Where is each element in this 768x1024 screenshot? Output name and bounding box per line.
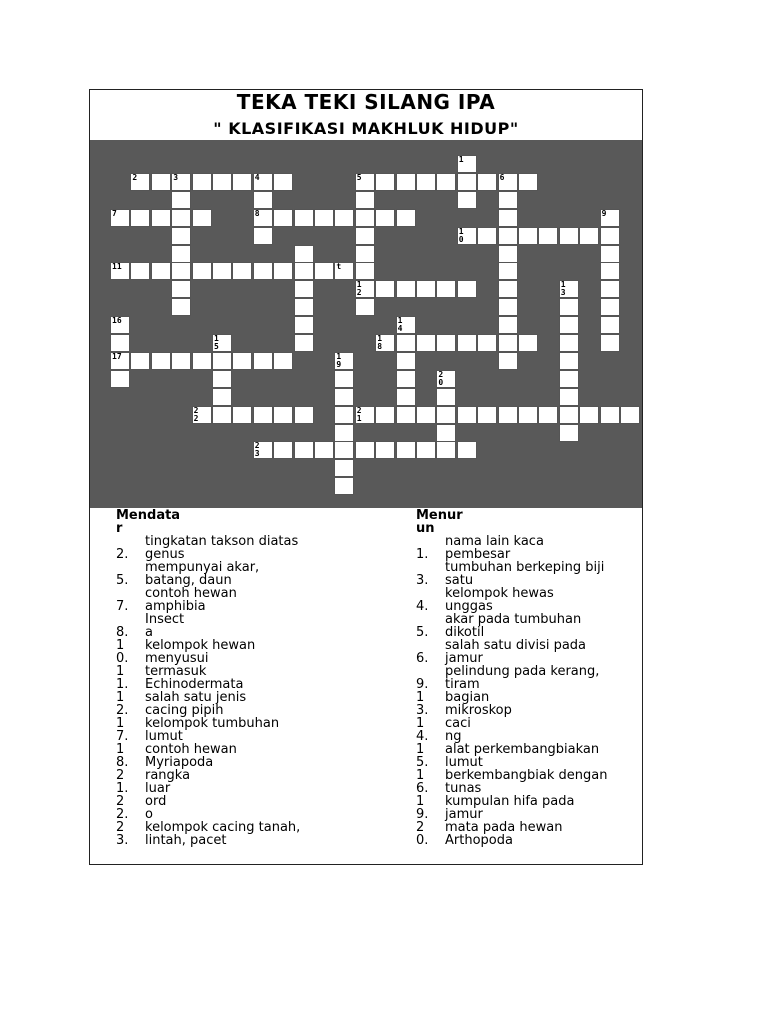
clue-number: t	[336, 262, 342, 272]
crossword-cell[interactable]	[253, 441, 273, 459]
crossword-cell[interactable]	[294, 280, 314, 298]
crossword-cell[interactable]	[232, 406, 252, 424]
crossword-cell[interactable]	[498, 227, 518, 245]
crossword-cell[interactable]	[355, 245, 375, 263]
clue-line-number: 1	[116, 664, 125, 679]
crossword-cell[interactable]	[334, 441, 354, 459]
clue-line-text: rangka	[145, 768, 191, 783]
crossword-cell[interactable]	[232, 262, 252, 280]
clue-line-text: alat perkembangbiakan	[445, 742, 600, 757]
clue-line-number: 1.	[116, 677, 129, 692]
clue-number: 3	[173, 172, 179, 182]
clue-line-text: batang, daun	[145, 573, 232, 588]
clue-line-text: salah satu jenis	[145, 690, 247, 705]
crossword-cell[interactable]	[253, 209, 273, 227]
crossword-cell[interactable]	[620, 406, 640, 424]
crossword-cell[interactable]	[600, 245, 620, 263]
crossword-cell[interactable]	[110, 352, 130, 370]
crossword-cell[interactable]	[416, 441, 436, 459]
crossword-cell[interactable]	[273, 441, 293, 459]
clue-line-text: kumpulan hifa pada	[445, 794, 575, 809]
clue-line-number: 5.	[416, 755, 429, 770]
crossword-cell[interactable]	[477, 334, 497, 352]
clue-number: 16	[112, 316, 122, 326]
crossword-cell[interactable]	[355, 298, 375, 316]
crossword-cell[interactable]	[457, 334, 477, 352]
clue-line-number: 3.	[116, 833, 129, 848]
clue-line-text: mempunyai akar,	[145, 560, 260, 575]
crossword-cell[interactable]	[212, 406, 232, 424]
down-heading: Menur	[416, 508, 463, 523]
crossword-cell[interactable]	[416, 406, 436, 424]
crossword-cell[interactable]	[110, 262, 130, 280]
clue-line-text: nama lain kaca	[445, 534, 544, 549]
crossword-cell[interactable]	[498, 298, 518, 316]
crossword-cell[interactable]	[130, 262, 150, 280]
clue-line	[116, 833, 227, 848]
crossword-cell[interactable]	[579, 406, 599, 424]
crossword-cell[interactable]	[212, 334, 232, 352]
crossword-cell[interactable]	[273, 209, 293, 227]
crossword-cell[interactable]	[498, 173, 518, 191]
crossword-cell[interactable]	[212, 352, 232, 370]
clue-line-number: 8.	[116, 755, 129, 770]
clue-line-text: termasuk	[145, 664, 207, 679]
clue-line-text: lintah, pacet	[145, 833, 227, 848]
crossword-cell[interactable]	[334, 459, 354, 477]
clue-line-text: ng	[445, 729, 462, 744]
crossword-cell[interactable]	[294, 406, 314, 424]
clue-number: 5	[356, 172, 362, 182]
crossword-cell[interactable]	[457, 406, 477, 424]
clue-line-number: 5.	[416, 625, 429, 640]
crossword-cell[interactable]	[538, 406, 558, 424]
clue-line-text: mata pada hewan	[445, 820, 563, 835]
crossword-cell[interactable]	[192, 352, 212, 370]
crossword-cell[interactable]	[192, 262, 212, 280]
clue-line	[416, 833, 513, 848]
crossword-cell[interactable]	[457, 280, 477, 298]
clue-line-text: mikroskop	[445, 703, 512, 718]
crossword-cell[interactable]	[457, 155, 477, 173]
clue-number: 17	[112, 351, 122, 361]
clue-line-number: 3.	[416, 573, 429, 588]
clue-line-text: caci	[445, 716, 471, 731]
crossword-cell[interactable]	[212, 262, 232, 280]
clue-number: 1 0	[458, 226, 464, 244]
crossword-cell[interactable]	[334, 370, 354, 388]
crossword-cell[interactable]	[559, 334, 579, 352]
crossword-cell[interactable]	[334, 209, 354, 227]
clue-line-number: 0.	[116, 651, 129, 666]
across-clue-list	[116, 534, 301, 848]
crossword-cell[interactable]	[477, 173, 497, 191]
clue-line-text: Echinodermata	[145, 677, 244, 692]
crossword-cell[interactable]	[477, 406, 497, 424]
clue-line-number: 1	[416, 794, 425, 809]
crossword-cell[interactable]	[559, 280, 579, 298]
clue-line-text: kelompok tumbuhan	[145, 716, 280, 731]
crossword-cell[interactable]	[396, 209, 416, 227]
crossword-cell[interactable]	[212, 370, 232, 388]
clue-number: 1 8	[377, 334, 383, 351]
crossword-cell[interactable]	[518, 406, 538, 424]
crossword-cell[interactable]	[253, 173, 273, 191]
crossword-cell[interactable]	[355, 173, 375, 191]
crossword-cell[interactable]	[355, 280, 375, 298]
crossword-cell[interactable]	[294, 298, 314, 316]
crossword-cell[interactable]	[436, 406, 456, 424]
crossword-cell[interactable]	[253, 406, 273, 424]
crossword-cell[interactable]	[600, 262, 620, 280]
clue-line-text: tumbuhan berkeping biji	[445, 560, 605, 575]
clue-line-number: 1.	[416, 547, 429, 562]
crossword-cell[interactable]	[396, 370, 416, 388]
clue-line-number: 7.	[116, 729, 129, 744]
crossword-cell[interactable]	[579, 227, 599, 245]
crossword-cell[interactable]	[171, 173, 191, 191]
crossword-cell[interactable]	[396, 441, 416, 459]
clue-line-number: 1	[116, 638, 125, 653]
crossword-cell[interactable]	[457, 191, 477, 209]
clue-line-number: 1	[416, 742, 425, 757]
crossword-cell[interactable]	[498, 406, 518, 424]
crossword-cell[interactable]	[600, 334, 620, 352]
clue-line-text: lumut	[445, 755, 483, 770]
crossword-cell[interactable]	[559, 316, 579, 334]
clue-line-number: 9.	[416, 807, 429, 822]
crossword-cell[interactable]	[375, 406, 395, 424]
crossword-cell[interactable]	[498, 280, 518, 298]
page-title: TEKA TEKI SILANG IPA	[236, 90, 496, 114]
clue-line-number: 2	[116, 820, 125, 835]
crossword-cell[interactable]	[151, 209, 171, 227]
crossword-cell[interactable]	[334, 424, 354, 442]
crossword-cell[interactable]	[273, 262, 293, 280]
clue-line-number: 7.	[116, 599, 129, 614]
crossword-cell[interactable]	[396, 406, 416, 424]
crossword-cell[interactable]	[232, 173, 252, 191]
clue-line-text: contoh hewan	[145, 742, 237, 757]
crossword-cell[interactable]	[559, 406, 579, 424]
crossword-cell[interactable]	[355, 227, 375, 245]
clue-number: 6	[499, 172, 505, 182]
crossword-cell[interactable]	[171, 209, 191, 227]
crossword-cell[interactable]	[518, 173, 538, 191]
crossword-cell[interactable]	[151, 352, 171, 370]
crossword-cell[interactable]	[212, 388, 232, 406]
clue-line-text: lumut	[145, 729, 183, 744]
crossword-cell[interactable]	[355, 191, 375, 209]
crossword-cell[interactable]	[110, 370, 130, 388]
clue-line-text: amphibia	[145, 599, 206, 614]
clue-line-number: 2.	[116, 807, 129, 822]
clue-line-text: a	[145, 625, 153, 640]
crossword-cell[interactable]	[192, 406, 212, 424]
clue-line-text: kelompok hewas	[445, 586, 554, 601]
crossword-cell[interactable]	[600, 227, 620, 245]
crossword-cell[interactable]	[294, 316, 314, 334]
crossword-cell[interactable]	[559, 424, 579, 442]
crossword-cell[interactable]	[559, 298, 579, 316]
crossword-cell[interactable]	[273, 406, 293, 424]
crossword-cell[interactable]	[334, 352, 354, 370]
crossword-cell[interactable]	[416, 173, 436, 191]
crossword-cell[interactable]	[498, 209, 518, 227]
crossword-cell[interactable]	[334, 388, 354, 406]
crossword-cell[interactable]	[375, 209, 395, 227]
clue-line-number: 1.	[116, 781, 129, 796]
clue-number: 8	[254, 208, 260, 218]
crossword-cell[interactable]	[253, 262, 273, 280]
clue-number: 1 4	[397, 316, 403, 334]
clue-line-number: 2	[116, 768, 125, 783]
clue-line-number: 2.	[116, 703, 129, 718]
clue-line-text: Insect	[145, 612, 185, 627]
clue-line-text: tingkatan takson diatas	[145, 534, 299, 549]
crossword-cell[interactable]	[314, 441, 334, 459]
clue-line-text: bagian	[445, 690, 490, 705]
clue-line-text: ord	[145, 794, 167, 809]
crossword-cell[interactable]	[600, 280, 620, 298]
crossword-cell[interactable]	[334, 477, 354, 495]
crossword-cell[interactable]	[396, 352, 416, 370]
clue-line-text: salah satu divisi pada	[445, 638, 587, 653]
crossword-cell[interactable]	[436, 370, 456, 388]
crossword-cell[interactable]	[396, 334, 416, 352]
crossword-cell[interactable]	[294, 334, 314, 352]
clue-number: 2 2	[193, 405, 199, 423]
clue-number: 11	[112, 262, 122, 272]
clue-number: 1 9	[336, 351, 342, 369]
clue-number: 1 2	[356, 280, 362, 298]
across-heading: Mendata	[116, 508, 181, 523]
crossword-cell[interactable]	[436, 388, 456, 406]
clue-line-text: pelindung pada kerang,	[445, 664, 600, 679]
across-clues	[116, 508, 301, 848]
crossword-cell[interactable]	[192, 173, 212, 191]
crossword-cell[interactable]	[130, 173, 150, 191]
crossword-cell[interactable]	[110, 209, 130, 227]
crossword-cell[interactable]	[334, 406, 354, 424]
crossword-cell[interactable]	[171, 245, 191, 263]
crossword-cell[interactable]	[130, 209, 150, 227]
clue-line-text: cacing pipih	[145, 703, 224, 718]
clue-number: 7	[112, 208, 117, 218]
crossword-cell[interactable]	[375, 280, 395, 298]
crossword-cell[interactable]	[498, 352, 518, 370]
down-clues	[416, 508, 608, 848]
crossword-cell[interactable]	[498, 245, 518, 263]
clue-line-text: genus	[145, 547, 185, 562]
crossword-cell[interactable]	[518, 227, 538, 245]
down-clue-list	[416, 534, 608, 848]
clue-number: 2 0	[438, 369, 444, 387]
clue-line-number: 0.	[416, 833, 429, 848]
clue-number: 1 5	[214, 334, 219, 351]
clue-number: 4	[254, 172, 260, 182]
clue-line-text: o	[145, 807, 153, 822]
crossword-cell[interactable]	[375, 334, 395, 352]
crossword-cell[interactable]	[436, 334, 456, 352]
crossword-cell[interactable]	[294, 262, 314, 280]
clue-number: 2	[132, 172, 138, 182]
clue-line-number: 8.	[116, 625, 129, 640]
clue-line-text: Myriapoda	[145, 755, 214, 770]
clue-line-text: tunas	[445, 781, 482, 796]
crossword-cell[interactable]	[396, 173, 416, 191]
crossword-cell[interactable]	[171, 227, 191, 245]
clue-line-text: dikotil	[445, 625, 485, 640]
clue-line-number: 6.	[416, 651, 429, 666]
clue-line-text: satu	[445, 573, 474, 588]
clue-line-number: 2	[416, 820, 425, 835]
crossword-cell[interactable]	[212, 173, 232, 191]
clue-line-text: tiram	[445, 677, 480, 692]
crossword-cell[interactable]	[498, 191, 518, 209]
clue-line-text: Arthopoda	[445, 833, 513, 848]
crossword-cell[interactable]	[416, 280, 436, 298]
crossword-cell[interactable]	[457, 227, 477, 245]
crossword-cell[interactable]	[110, 334, 130, 352]
clue-line-text: luar	[145, 781, 171, 796]
crossword-cell[interactable]	[436, 173, 456, 191]
crossword-cell[interactable]	[314, 262, 334, 280]
crossword-cell[interactable]	[253, 227, 273, 245]
crossword-cell[interactable]	[334, 262, 354, 280]
crossword-cell[interactable]	[457, 441, 477, 459]
clue-line-text: unggas	[445, 599, 493, 614]
clue-line-number: 3.	[416, 703, 429, 718]
clue-line-number: 5.	[116, 573, 129, 588]
clue-line-number: 1	[116, 742, 125, 757]
crossword-cell[interactable]	[294, 245, 314, 263]
clue-line-number: 2	[116, 794, 125, 809]
crossword-cell[interactable]	[559, 370, 579, 388]
crossword-cell[interactable]	[355, 406, 375, 424]
clue-line-number: 4.	[416, 599, 429, 614]
crossword-cell[interactable]	[171, 352, 191, 370]
crossword-cell[interactable]	[559, 388, 579, 406]
clue-line-text: menyusui	[145, 651, 209, 666]
crossword-grid	[90, 140, 642, 508]
crossword-cell[interactable]	[232, 352, 252, 370]
crossword-cell[interactable]	[436, 424, 456, 442]
crossword-cell[interactable]	[600, 298, 620, 316]
crossword-cell[interactable]	[436, 280, 456, 298]
clue-line-text: contoh hewan	[145, 586, 237, 601]
crossword-cell[interactable]	[171, 298, 191, 316]
crossword-cell[interactable]	[355, 441, 375, 459]
clue-line-text: pembesar	[445, 547, 511, 562]
crossword-cell[interactable]	[396, 280, 416, 298]
crossword-cell[interactable]	[355, 209, 375, 227]
clue-line-number: 2.	[116, 547, 129, 562]
crossword-cell[interactable]	[253, 191, 273, 209]
clue-line-text: kelompok cacing tanah,	[145, 820, 301, 835]
crossword-cell[interactable]	[559, 352, 579, 370]
clue-line-number: 1	[116, 690, 125, 705]
crossword-cell[interactable]	[457, 173, 477, 191]
crossword-cell[interactable]	[436, 441, 456, 459]
crossword-cell[interactable]	[294, 441, 314, 459]
crossword-cell[interactable]	[538, 227, 558, 245]
crossword-cell[interactable]	[559, 227, 579, 245]
crossword-cell[interactable]	[110, 316, 130, 334]
crossword-cell[interactable]	[396, 316, 416, 334]
crossword-cell[interactable]	[396, 388, 416, 406]
crossword-cell[interactable]	[273, 352, 293, 370]
crossword-cell[interactable]	[416, 334, 436, 352]
clue-number: 9	[601, 208, 607, 218]
clue-line-text: berkembangbiak dengan	[445, 768, 608, 783]
clue-line-text: jamur	[445, 651, 483, 666]
crossword-cell[interactable]	[518, 334, 538, 352]
crossword-cell[interactable]	[498, 262, 518, 280]
crossword-cell[interactable]	[498, 316, 518, 334]
clue-line-number: 1	[116, 716, 125, 731]
clue-line-number: 9.	[416, 677, 429, 692]
clue-line-text: jamur	[445, 807, 483, 822]
crossword-cell[interactable]	[151, 262, 171, 280]
crossword-cell[interactable]	[171, 262, 191, 280]
crossword-cell[interactable]	[477, 227, 497, 245]
clue-line-number: 1	[416, 690, 425, 705]
crossword-cell[interactable]	[314, 209, 334, 227]
down-heading-wrap: un	[416, 521, 435, 536]
crossword-cell[interactable]	[171, 280, 191, 298]
crossword-cell[interactable]	[600, 316, 620, 334]
clue-number: 2 3	[254, 441, 260, 459]
clue-line-text: kelompok hewan	[145, 638, 256, 653]
clue-line-number: 4.	[416, 729, 429, 744]
clue-line-number: 1	[416, 716, 425, 731]
crossword-cell[interactable]	[498, 334, 518, 352]
crossword-cell[interactable]	[294, 209, 314, 227]
across-heading-wrap: r	[116, 521, 123, 536]
clue-number: 1	[458, 155, 464, 164]
crossword-cell[interactable]	[192, 209, 212, 227]
crossword-cell[interactable]	[375, 173, 395, 191]
crossword-cell[interactable]	[600, 406, 620, 424]
crossword-cell[interactable]	[171, 191, 191, 209]
crossword-cell[interactable]	[151, 173, 171, 191]
clue-line-text: akar pada tumbuhan	[445, 612, 582, 627]
crossword-cell[interactable]	[355, 262, 375, 280]
page-subtitle: " KLASIFIKASI MAKHLUK HIDUP"	[213, 119, 519, 138]
crossword-cell[interactable]	[273, 173, 293, 191]
crossword-cell[interactable]	[253, 352, 273, 370]
clue-line-number: 1	[416, 768, 425, 783]
crossword-cell[interactable]	[375, 441, 395, 459]
clue-line-number: 6.	[416, 781, 429, 796]
clue-number: 1 3	[560, 280, 566, 298]
clue-number: 2 1	[356, 405, 362, 423]
crossword-cell[interactable]	[130, 352, 150, 370]
crossword-cell[interactable]	[600, 209, 620, 227]
